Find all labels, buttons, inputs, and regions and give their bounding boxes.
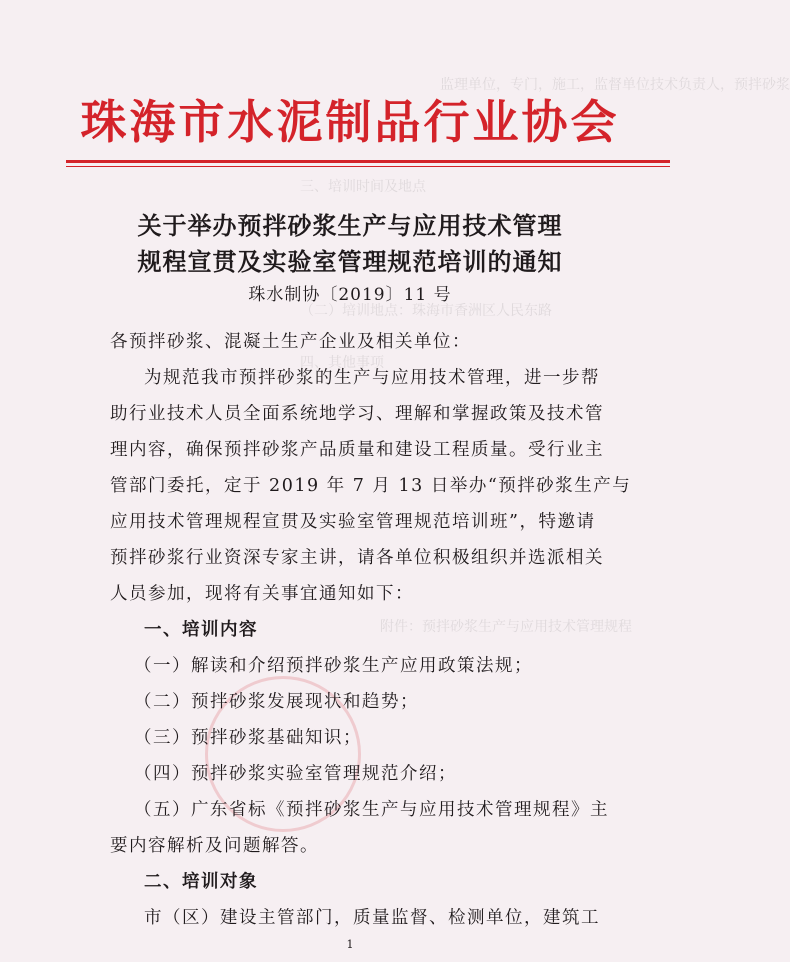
notice-title-line-2: 规程宣贯及实验室管理规范培训的通知	[137, 247, 563, 276]
bleed-through-text: 附件：预拌砂浆生产与应用技术管理规程	[380, 619, 632, 635]
bleed-through-text: 三、培训时间及地点	[300, 179, 426, 195]
paragraph-line: 管部门委托，定于 2019 年 7 月 13 日举办“预拌砂浆生产与	[110, 476, 632, 496]
document-number: 珠水制协〔2019〕11 号	[248, 285, 452, 305]
list-item: （四）预拌砂浆实验室管理规范介绍；	[134, 764, 457, 784]
list-item: （三）预拌砂浆基础知识；	[134, 728, 362, 748]
paragraph-line: 理内容，确保预拌砂浆产品质量和建设工程质量。受行业主	[110, 440, 604, 460]
list-item-continuation: 要内容解析及问题解答。	[110, 836, 319, 856]
list-item: （五）广东省标《预拌砂浆生产与应用技术管理规程》主	[134, 800, 609, 820]
paragraph-line: 人员参加，现将有关事宜通知如下：	[110, 584, 414, 604]
header-divider-thin	[66, 166, 670, 167]
paragraph-line: 为规范我市预拌砂浆的生产与应用技术管理，进一步帮	[144, 368, 600, 388]
salutation: 各预拌砂浆、混凝土生产企业及相关单位：	[110, 332, 471, 352]
paragraph-line: 市（区）建设主管部门，质量监督、检测单位，建筑工	[144, 908, 600, 928]
list-item: （二）预拌砂浆发展现状和趋势；	[134, 692, 419, 712]
paragraph-line: 助行业技术人员全面系统地学习、理解和掌握政策及技术管	[110, 404, 604, 424]
section-heading-training-audience: 二、培训对象	[144, 872, 258, 892]
list-item: （一）解读和介绍预拌砂浆生产应用政策法规；	[134, 656, 533, 676]
paragraph-line: 预拌砂浆行业资深专家主讲，请各单位积极组织并选派相关	[110, 548, 604, 568]
page-number: 1	[346, 938, 354, 951]
bleed-through-text: 四、其他事项	[300, 355, 384, 371]
bleed-through-text: 监理单位，专门，施工，监督单位技术负责人，预拌砂浆	[440, 77, 790, 93]
header-divider	[66, 160, 670, 163]
notice-title-line-1: 关于举办预拌砂浆生产与应用技术管理	[137, 211, 563, 240]
section-heading-training-content: 一、培训内容	[144, 620, 258, 640]
paragraph-line: 应用技术管理规程宣贯及实验室管理规范培训班”，特邀请	[110, 512, 596, 532]
bleed-through-text: （二）培训地点：珠海市香洲区人民东路	[300, 303, 552, 319]
organization-header: 珠海市水泥制品行业协会	[80, 95, 620, 149]
